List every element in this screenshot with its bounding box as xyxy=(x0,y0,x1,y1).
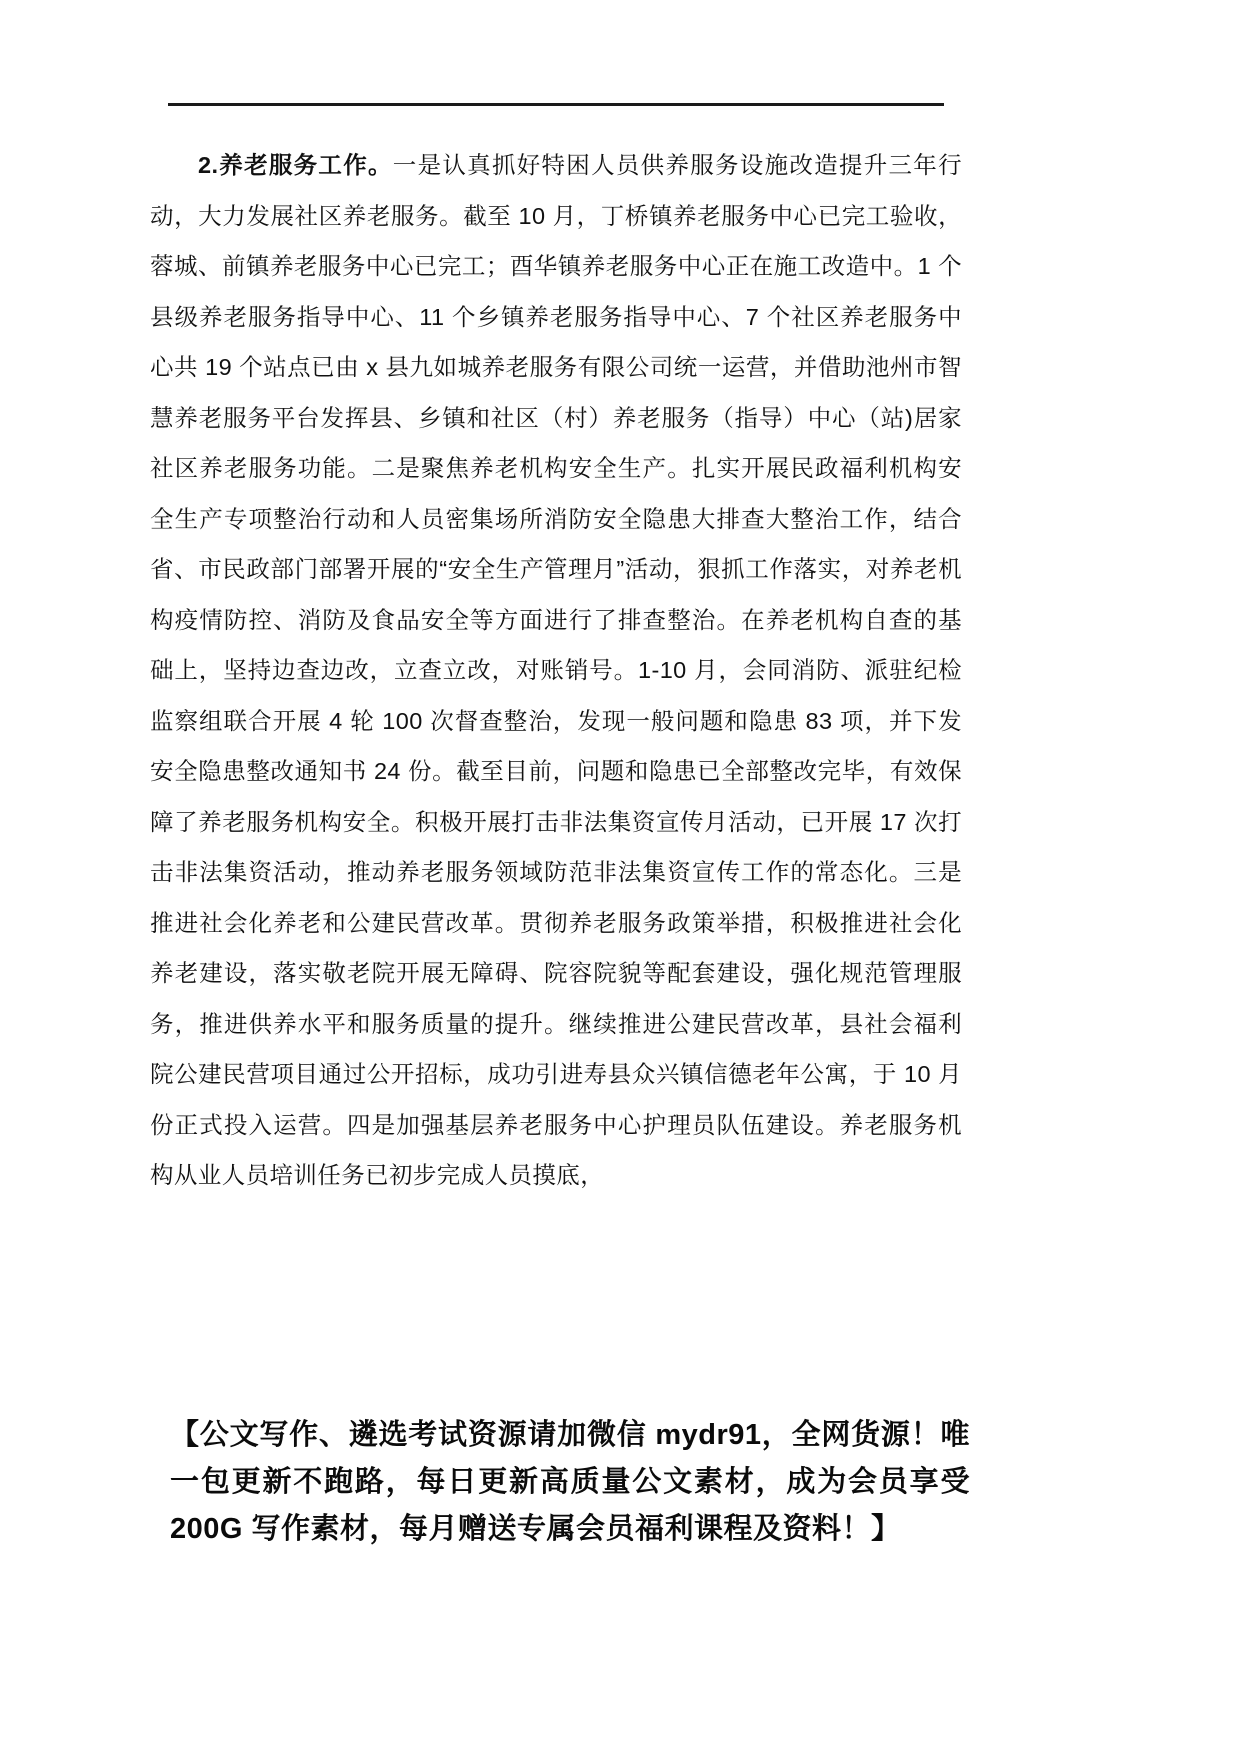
section-body-text: 一是认真抓好特困人员供养服务设施改造提升三年行动，大力发展社区养老服务。截至 10 月，丁桥镇养老服务中心已完工验收，蓉城、前镇养老服务中心已完工；酉华镇养老服务中心正在施工改造中。1 个县级养老服务指导中心、11 个乡镇养老服务指导中心、7 个社区养老服务中心共 19 个站点已由 x 县九如城养老服务有限公司统一运营，并借助池州市智慧养老服务平台发挥县、乡镇和社区（村）养老服务（指导）中心（站)居家社区养老服务功能。二是聚焦养老机构安全生产。扎实开展民政福利机构安全生产专项整治行动和人员密集场所消防安全隐患大排查大整治工作，结合省、市民政部门部署开展的“安全生产管理月”活动，狠抓工作落实，对养老机构疫情防控、消防及食品安全等方面进行了排查整治。在养老机构自查的基础上，坚持边查边改，立查立改，对账销号。1-10 月，会同消防、派驻纪检监察组联合开展 4 轮 100 次督查整治，发现一般问题和隐患 83 项，并下发安全隐患整改通知书 24 份。截至目前，问题和隐患已全部整改完毕，有效保障了养老服务机构安全。积极开展打击非法集资宣传月活动，已开展 17 次打击非法集资活动，推动养老服务领域防范非法集资宣传工作的常态化。三是推进社会化养老和公建民营改革。贯彻养老服务政策举措，积极推进社会化养老建设，落实敬老院开展无障碍、院容院貌等配套建设，强化规范管理服务，推进供养水平和服务质量的提升。继续推进公建民营改革，县社会福利院公建民营项目通过公开招标，成功引进寿县众兴镇信德老年公寓，于 10 月份正式投入运营。四是加强基层养老服务中心护理员队伍建设。养老服务机构从业人员培训任务已初步完成人员摸底， xyxy=(150,152,962,1188)
header-divider xyxy=(168,103,944,106)
promotional-note: 【公文写作、遴选考试资源请加微信 mydr91，全网货源！唯一包更新不跑路，每日更新高质量公文素材，成为会员享受 200G 写作素材，每月赠送专属会员福利课程及资料！】 xyxy=(170,1419,970,1545)
section-heading-label: 2.养老服务工作。 xyxy=(198,152,393,178)
section-paragraph xyxy=(150,140,962,1201)
document-body xyxy=(150,140,962,1201)
